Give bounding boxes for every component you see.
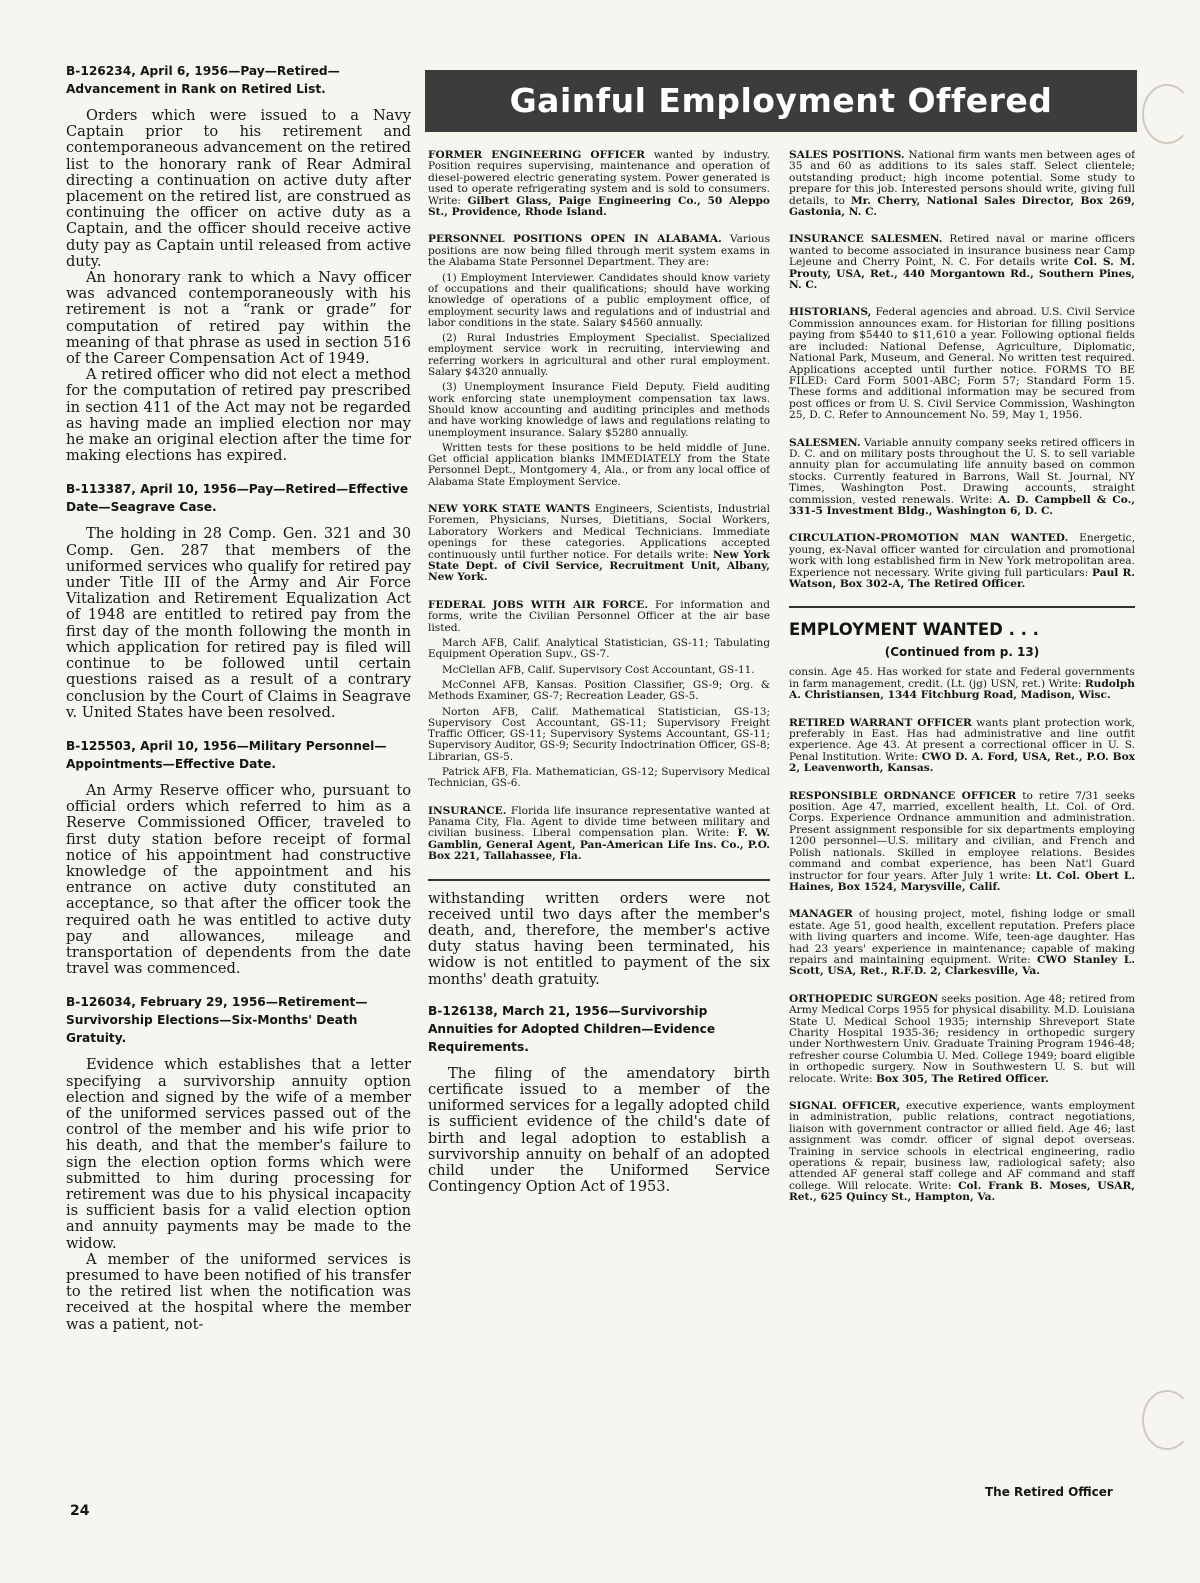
ad-text: Various positions are now being filled through merit system exams in the Alabama State Personnel Department. They are: [428, 233, 770, 269]
ad-text: Retired naval or marine officers wanted to become associated in insurance business near Camp Lejeune and Cherry Point, N. C. For details write [789, 233, 1135, 269]
ad-text: Federal agencies and abroad. U.S. Civil Service Commission announces exam. for Historian for filling positions paying from $5440 to $11,610 a year. Following optional fields are included: National Defense, Agriculture, Diplomatic, National Park, Museum, and General. No written test required. Applications accepted until further notice. FORMS TO BE FILED: Card Form 5001-ABC; Form 57; Standard Form 15. These forms and additional information may be secured from post offices or from U. S. Civil Service Commission, Washington 25, D. C. Refer to Announcement No. 59, May 1, 1956. [789, 306, 1135, 422]
ad-subitem: McClellan AFB, Calif. Supervisory Cost Accountant, GS-11. [442, 663, 755, 676]
wanted-entry [789, 791, 1135, 894]
wanted-entry [789, 667, 1135, 701]
ad-contact: F. W. Gamblin, General Agent, Pan-American Life Ins. Co., P.O. Box 221, Tallahassee, Fla. [428, 827, 770, 863]
employment-wanted-subtitle: (Continued from p. 13) [884, 645, 1040, 660]
ad-text: consin. Age 45. Has worked for state and Federal governments in farm management, credit. (Lt. (jg) USN, ret.) Write: [789, 666, 1135, 690]
ad-subitem: March AFB, Calif. Analytical Statistician, GS-11; Tabulating Equipment Operation Supv., GS-7. [428, 637, 770, 661]
job-ad [428, 234, 770, 488]
decision-paragraph: Orders which were issued to a Navy Captain prior to his retirement and contemporaneous advancement on the retired list to the honorary rank of Rear Admiral directing a continuation on active duty after placement on the retired list, are construed as continuing the officer on active duty as a Captain, and the officer should receive active duty pay as Captain until released from active duty. [66, 107, 411, 270]
wanted-entry [789, 994, 1135, 1085]
ad-heading: FEDERAL JOBS WITH AIR FORCE. [428, 598, 649, 611]
wanted-entry [789, 1101, 1135, 1204]
ad-text: Florida life insurance representative wanted at Panama City, Fla. Agent to divide time between military and civilian business. Liberal compensation plan. Write: [428, 804, 770, 840]
decision-block [66, 480, 411, 720]
decision-paragraph: The holding in 28 Comp. Gen. 321 and 30 Comp. Gen. 287 that members of the uniformed services who qualify for retired pay under Title III of the Army and Air Force Vitalization and Retirement Equalization Act of 1948 are entitled to retired pay from the first day of the month following the month in which application for retired pay is filed will continue to be followed until certain questions raised as a result of a contrary conclusion by the Court of Claims in Seagrave v. United States have been resolved. [66, 525, 411, 721]
ad-subitem: McConnel AFB, Kansas. Position Classifier, GS-9; Org. & Methods Examiner, GS-7; Recreation Leader, GS-5. [428, 678, 770, 703]
banner-title: Gainful Employment Offered [425, 70, 1137, 132]
middle-column [428, 150, 770, 1490]
ad-text: to retire 7/31 seeks position. Age 47, married, excellent health, Lt. Col. of Ord. Corps. Experience Ordnance ammunition and administration. Present assignment responsible for six departments employing 1200 personnel—U.S. military and civilian, and French and Polish nationals. Skilled in employee relations. Besides command and combat experience, has been Nat'l Guard instructor for four years. After July 1 write: [789, 789, 1135, 882]
wanted-entry [789, 718, 1135, 775]
job-ad [428, 150, 770, 218]
ad-contact: Lt. Col. Obert L. Haines, Box 1524, Marysville, Calif. [789, 869, 1135, 893]
ad-heading: SIGNAL OFFICER, [789, 1100, 901, 1112]
ad-contact: A. D. Campbell & Co., 331-5 Investment Bldg., Washington 6, D. C. [789, 493, 1135, 517]
ad-subitem: Written tests for these positions to be held middle of June. Get official application blanks IMMEDIATELY from the State Personnel Dept., Montgomery 4, Ala., or from any local office of Alabama State Employment Service. [428, 441, 770, 488]
ad-heading: MANAGER [789, 908, 853, 921]
job-ad [789, 307, 1135, 421]
ad-contact: Col. Frank B. Moses, USAR, Ret., 625 Quincy St., Hampton, Va. [789, 1179, 1135, 1204]
ad-text: Engineers, Scientists, Industrial Foremen, Physicians, Nurses, Dietitians, Social Workers, Laboratory Workers and Medical Technicians. Immediate openings for these categories. Applications accepted continuously until further notice. For details write: [428, 503, 770, 561]
wanted-entry [789, 909, 1135, 977]
ad-contact: Box 305, The Retired Officer. [875, 1072, 1049, 1085]
employment-wanted-title: EMPLOYMENT WANTED . . . [789, 620, 1039, 640]
decision-heading: B-113387, April 10, 1956—Pay—Retired—Effective Date—Seagrave Case. [66, 482, 409, 515]
decision-heading: B-126138, March 21, 1956—Survivorship Annuities for Adopted Children—Evidence Requirements. [428, 1003, 716, 1054]
ad-heading: SALESMEN. [789, 436, 861, 449]
ad-text: For information and forms, write the Civilian Personnel Officer at the air base listed. [428, 598, 770, 634]
ad-heading: HISTORIANS, [789, 306, 872, 319]
job-ad [789, 533, 1135, 590]
ad-heading: INSURANCE SALESMEN. [789, 233, 943, 246]
decision-paragraph: A member of the uniformed services is presumed to have been notified of his transfer to the retired list when the notification was received at the hospital where the member was a patient, not- [66, 1250, 411, 1333]
decision-heading: B-126234, April 6, 1956—Pay—Retired—Advancement in Rank on Retired List. [66, 64, 340, 96]
job-ad [789, 150, 1135, 218]
ad-contact: CWO D. A. Ford, USA, Ret., P.O. Box 2, Leavenworth, Kansas. [789, 750, 1135, 775]
decision-block [66, 993, 411, 1332]
divider-rule [428, 879, 770, 881]
divider-rule [789, 606, 1135, 608]
decision-block [66, 62, 411, 464]
ad-text: executive experience, wants employment in administration, public relations, contract negotiations, liaison with government contractor or allied field. Age 46; last assignment was comdr. officer of signal depot overseas. Training in service schools in electrical engineering, radio operations & repair, business law, radiological safety; also attended AF general staff college and AF command and staff college. Will relocate. Write: [789, 1100, 1135, 1192]
continued-paragraph: withstanding written orders were not received until two days after the member's death, and, therefore, the member's active duty status having been terminated, his widow is not entitled to payment of the six months' death gratuity. [428, 889, 770, 988]
job-ad [428, 806, 770, 863]
ad-text: wanted by industry. Position requires supervising, maintenance and operation of diesel-powered electric generating system. Power generated is used to operate refrigerating system and is sold to consumers. Write: [428, 150, 770, 207]
ad-contact: Gilbert Glass, Paige Engineering Co., 50 Aleppo St., Providence, Rhode Island. [428, 194, 770, 219]
ad-heading: SALES POSITIONS. [789, 150, 905, 161]
ad-text: wants plant protection work, preferably in East. Has had administrative and line outfit experience. Age 43. At present a correctional officer in U. S. Penal Institution. Write: [789, 716, 1135, 763]
binder-ring-bottom [1142, 1390, 1192, 1450]
decision-heading: B-125503, April 10, 1956—Military Personnel—Appointments—Effective Date. [66, 738, 387, 771]
ad-subitem: Patrick AFB, Fla. Mathematician, GS-12; Supervisory Medical Technician, GS-6. [428, 766, 770, 790]
decision-block [66, 737, 411, 977]
decision-paragraph: A retired officer who did not elect a method for the computation of retired pay prescribed in section 411 of the Act may not be regarded as having made an implied election nor may he make an original election after the time for making elections has expired. [66, 366, 411, 465]
ad-subitem: (3) Unemployment Insurance Field Deputy. Field auditing work enforcing state unemployment compensation tax laws. Should know accounting and auditing principles and methods and have working knowledge of laws and regulations relating to unemployment insurance. Salary $5280 annually. [428, 381, 770, 439]
ad-heading: RETIRED WARRANT OFFICER [789, 716, 972, 729]
decision-paragraph: An honorary rank to which a Navy officer was advanced contemporaneously with his retirement is not a “rank or grade” for computation of retired pay within the meaning of that phrase as used in section 516 of the Career Compensation Act of 1949. [66, 269, 411, 368]
page-number: 24 [70, 1503, 90, 1519]
ad-contact: New York State Dept. of Civil Service, Recruitment Unit, Albany, New York. [428, 548, 770, 584]
decision-paragraph: Evidence which establishes that a letter specifying a survivorship annuity option election and signed by the wife of a member of the uniformed services passed out of the control of the member and his wife prior to his death, and that the member's failure to sign the election option forms which were submitted to him during processing for retirement was due to his physical incapacity is sufficient basis for a valid election option and annuity payments may be made to the widow. [66, 1056, 411, 1252]
job-ad [789, 438, 1135, 518]
ad-text: Variable annuity company seeks retired officers in D. C. and on military posts throughout the U. S. to sell variable annuity plan for accumulating life annuity based on common stocks. Currently featured in Barrons, Wall St. Journal, NY Times, Washington Post. Drawing accounts, straight commission, vested renewals. Write: [789, 436, 1135, 506]
job-ad [428, 600, 770, 790]
ad-subitem: (1) Employment Interviewer. Candidates should know variety of occupations and their qualifications; should have working knowledge of operations of a public employment office, of employment security laws and regulations and of industrial and labor conditions in the state. Salary $4560 annually. [428, 271, 770, 329]
ad-heading: RESPONSIBLE ORDNANCE OFFICER [789, 789, 1017, 802]
binder-ring-top [1142, 84, 1192, 144]
ad-heading: FORMER ENGINEERING OFFICER [428, 150, 645, 161]
ad-heading: CIRCULATION-PROMOTION MAN WANTED. [789, 532, 1069, 545]
ad-heading: ORTHOPEDIC SURGEON [789, 992, 939, 1005]
job-ad [789, 234, 1135, 291]
ad-text: National firm wants men between ages of 35 and 60 as additions to its sales staff. Select clientele; outstanding product; high income potential. Some study to prepare for this job. Interested persons should write, giving full details, to [789, 150, 1135, 207]
decision-paragraph: The filing of the amendatory birth certificate issued to a member of the uniformed services for a legally adopted child is sufficient evidence of the child's date of birth and legal adoption to establish a survivorship annuity on behalf of an adopted child under the Uniformed Service Contingency Option Act of 1953. [428, 1064, 770, 1196]
ad-contact: CWO Stanley L. Scott, USA, Ret., R.F.D. 2, Clarkesville, Va. [789, 953, 1135, 978]
ad-contact: Paul R. Watson, Box 302-A, The Retired Officer. [789, 566, 1135, 590]
ad-heading: PERSONNEL POSITIONS OPEN IN ALABAMA. [428, 233, 722, 246]
ad-contact: Mr. Cherry, National Sales Director, Box 269, Gastonia, N. C. [789, 194, 1135, 219]
ad-text: of housing project, motel, fishing lodge or small estate. Age 51, good health, excellent reputation. Prefers place with living quarters and income. Wife, teen-age daughter. Has had 23 years' experience in maintenance; capable of making repairs and maintaining equipment. Write: [789, 908, 1135, 966]
ad-subitem: Norton AFB, Calif. Mathematical Statistician, GS-13; Supervisory Cost Accountant, GS-11; Supervisory Freight Traffic Officer, GS-11; Supervisory Systems Accountant, GS-11; Supervisory Auditor, GS-9; Security Indoctrination Officer, GS-8; Librarian, GS-5. [428, 705, 770, 763]
ad-text: seeks position. Age 48; retired from Army Medical Corps 1955 for physical disability. M.D. Louisiana State U. Medical School 1935; internship Shreveport State Charity Hospital 1935-36; residency in orthopedic surgery under Northwestern Univ. Graduate Training Program 1946-48; refresher course Columbia U. Med. College 1949; board eligible in orthopedic surgery. Now in Southwestern U. S. but will relocate. Write: [789, 992, 1135, 1085]
left-column [66, 62, 411, 1490]
job-ad [428, 504, 770, 584]
ad-contact: Col. S. M. Prouty, USA, Ret., 440 Morgantown Rd., Southern Pines, N. C. [789, 256, 1135, 292]
ad-contact: Rudolph A. Christiansen, 1344 Fitchburg Road, Madison, Wisc. [789, 677, 1135, 702]
decision-paragraph: An Army Reserve officer who, pursuant to official orders which referred to him as a Reserve Commissioned Officer, traveled to first duty station before receipt of formal notice of his appointment had constructive knowledge of the appointment and his entrance on active duty constituted an acceptance, so that after the officer took the required oath he was entitled to active duty pay and allowances, mileage and transportation of dependents from the date travel was commenced. [66, 781, 411, 978]
footer-publication: The Retired Officer [985, 1485, 1113, 1499]
decision-heading: B-126034, February 29, 1956—Retirement—Survivorship Elections—Six-Months' Death Gratuity. [66, 995, 368, 1046]
ad-text: Energetic, young, ex-Naval officer wanted for circulation and promotional work with long established firm in New York metropolitan area. Experience not necessary. Write giving full particulars: [789, 532, 1135, 579]
ad-subitem: (2) Rural Industries Employment Specialist. Specialized employment service work in recruiting, interviewing and referring workers in agricultural and other rural employment. Salary $4320 annually. [428, 332, 770, 379]
ad-heading: INSURANCE. [428, 804, 507, 817]
decision-block [428, 1002, 770, 1196]
ad-heading: NEW YORK STATE WANTS [428, 503, 591, 515]
right-column [789, 150, 1135, 1490]
